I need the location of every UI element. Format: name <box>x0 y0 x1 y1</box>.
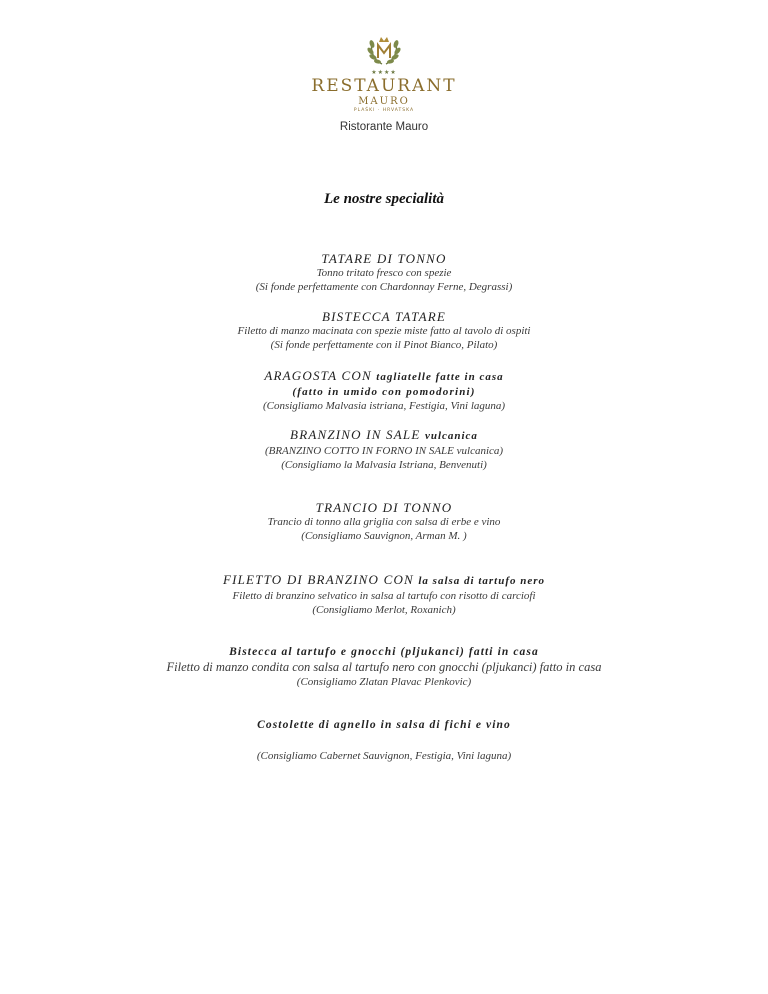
wine-pairing: (Si fonde perfettamente con Chardonnay Ferne, Degrassi) <box>255 281 513 293</box>
dish-name <box>0 572 768 589</box>
menu-item-tatare-di-tonno <box>0 251 768 294</box>
wine-pairing: (Consigliamo Cabernet Sauvignon, Festigia, Vini laguna) <box>256 750 512 762</box>
dish-name <box>0 368 768 385</box>
menu-item-aragosta <box>0 368 768 413</box>
dish-name <box>0 427 768 444</box>
menu-item-branzino-in-sale <box>0 427 768 472</box>
dish-name-main: ARAGOSTA CON <box>264 368 372 383</box>
dish-description: Filetto di manzo condita con salsa al tartufo nero con gnocchi (pljukanci) fatto in casa <box>166 660 602 674</box>
dish-name: TATARE DI TONNO <box>321 251 447 266</box>
wine-pairing: (Consigliamo Sauvignon, Arman M. ) <box>301 530 467 542</box>
laurel-crest-icon <box>364 34 404 68</box>
brand-subtitle: MAURO <box>358 96 410 107</box>
dish-name: TRANCIO DI TONNO <box>315 500 453 515</box>
menu-item-trancio-di-tonno <box>0 500 768 543</box>
rating-stars: ★★★★ <box>371 69 397 76</box>
dish-name-accent: vulcanica <box>424 430 478 442</box>
menu-item-bistecca-tatare <box>0 309 768 352</box>
dish-name-accent: la salsa di tartufo nero <box>418 575 546 587</box>
wine-pairing: (Si fonde perfettamente con il Pinot Bianco, Pilato) <box>270 339 498 351</box>
brand-location: PLAŠKI · HRVATSKA <box>353 108 415 113</box>
dish-description: Filetto di branzino selvatico in salsa al tartufo con risotto di carciofi <box>232 590 536 602</box>
dish-name: Costolette di agnello in salsa di fichi e vino <box>257 719 511 731</box>
section-title: Le nostre specialità <box>324 191 444 207</box>
wine-pairing: (Consigliamo la Malvasia Istriana, Benvenuti) <box>281 459 487 471</box>
dish-name-line2: (fatto in umido con pomodorini) <box>292 386 476 398</box>
dish-name-main: BRANZINO IN SALE <box>290 427 421 442</box>
menu-item-filetto-di-branzino <box>0 572 768 617</box>
dish-name-main: FILETTO DI BRANZINO CON <box>222 572 414 587</box>
dish-description: Filetto di manzo macinata con spezie miste fatto al tavolo di ospiti <box>237 325 531 337</box>
dish-description: Trancio di tonno alla griglia con salsa di erbe e vino <box>267 516 501 528</box>
wine-pairing: (Consigliamo Zlatan Plavac Plenkovic) <box>296 676 472 688</box>
dish-description: Tonno tritato fresco con spezie <box>316 267 452 279</box>
menu-item-costolette-di-agnello <box>0 718 768 763</box>
dish-name: Bistecca al tartufo e gnocchi (pljukanci) fatti in casa <box>229 646 539 658</box>
restaurant-header <box>0 34 768 134</box>
restaurant-caption: Ristorante Mauro <box>339 121 429 133</box>
dish-name: BISTECCA TATARE <box>321 309 447 324</box>
menu-item-bistecca-al-tartufo <box>0 645 768 689</box>
brand-name: RESTAURANT <box>311 76 457 96</box>
dish-description: (BRANZINO COTTO IN FORNO IN SALE vulcanica) <box>264 445 504 457</box>
wine-pairing: (Consigliamo Malvasia istriana, Festigia, Vini laguna) <box>262 400 506 412</box>
wine-pairing: (Consigliamo Merlot, Roxanich) <box>312 604 456 616</box>
dish-name-accent: tagliatelle fatte in casa <box>376 371 504 383</box>
